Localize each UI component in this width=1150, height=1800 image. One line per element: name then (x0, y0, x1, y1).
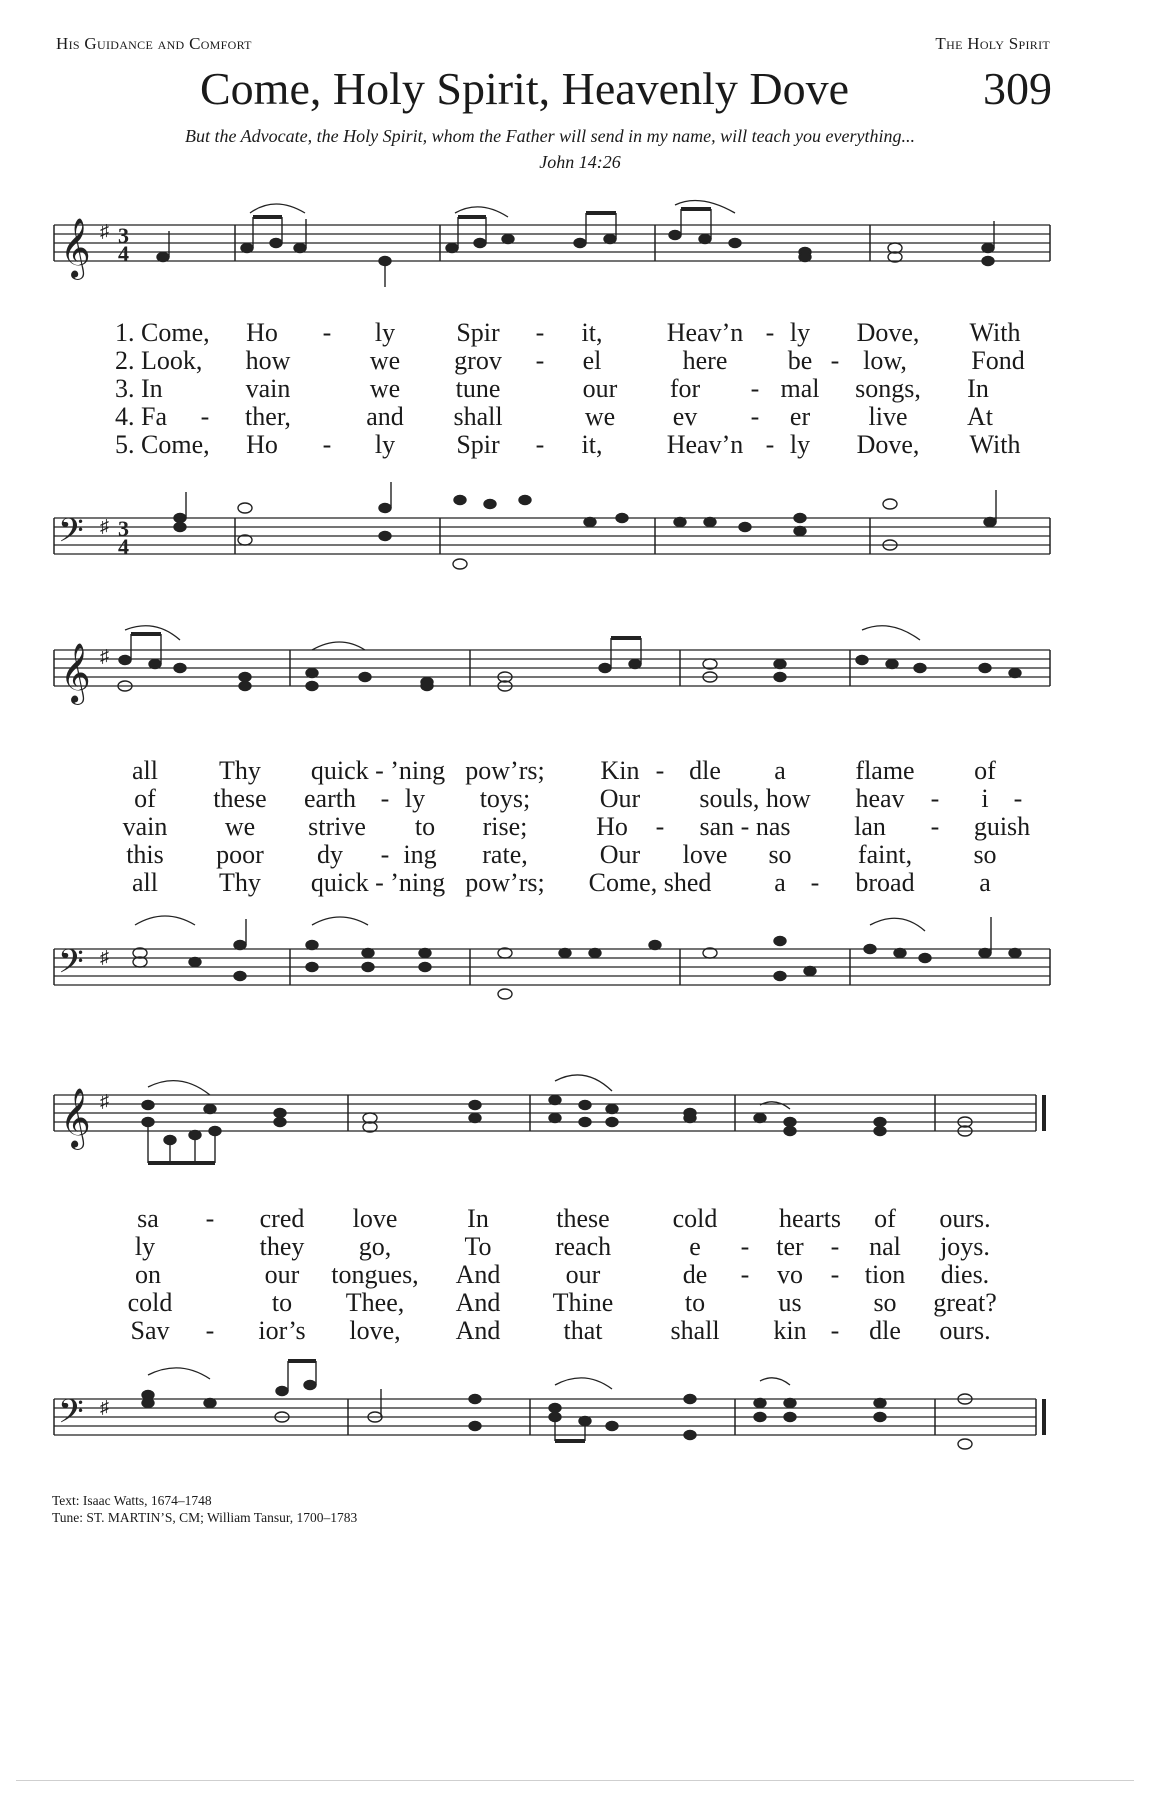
lyric-syllable: to (684, 1288, 706, 1317)
lyric-syllable: i (981, 784, 989, 813)
lyric-syllable: tune (455, 374, 501, 403)
svg-text:4: 4 (118, 534, 129, 559)
lyric-syllable: nal (869, 1232, 901, 1261)
lyric-syllable: vo (777, 1260, 803, 1289)
lyric-syllable: lan (854, 812, 886, 841)
lyric-syllable: we (584, 402, 616, 431)
scripture-reference: John 14:26 (539, 152, 621, 172)
lyric-syllable: el (582, 346, 602, 375)
lyric-line-verse-2 (0, 784, 1150, 812)
lyric-line-verse-5 (0, 868, 1150, 896)
lyric-syllable: grov (454, 346, 502, 375)
lyric-syllable: on (135, 1260, 161, 1289)
lyric-syllable: dle (689, 756, 721, 785)
lyric-syllable: ther, (245, 402, 291, 431)
lyric-syllable: flame (855, 756, 915, 785)
section-header-left: His Guidance and Comfort (56, 34, 252, 53)
bass-clef-icon: 𝄢 (58, 512, 84, 558)
lyric-syllable: ly (789, 430, 811, 459)
lyric-syllable: us (778, 1288, 802, 1317)
lyric-syllable: pow’rs; (465, 756, 545, 785)
lyric-line-verse-5 (0, 430, 1150, 458)
lyric-syllable: guish (973, 812, 1031, 841)
lyric-syllable: go, (358, 1232, 392, 1261)
lyric-syllable: - (765, 318, 775, 347)
lyric-syllable: At (967, 402, 993, 431)
lyric-syllable: Fond (971, 346, 1025, 375)
lyric-syllable: dies. (940, 1260, 990, 1289)
lyric-syllable: tion (864, 1260, 906, 1289)
lyric-syllable: - (740, 1260, 750, 1289)
lyric-syllable: ev (672, 402, 698, 431)
lyric-line-verse-1 (0, 756, 1150, 784)
lyric-syllable: souls, how (699, 784, 811, 813)
lyric-syllable: Heav’n (666, 430, 744, 459)
lyric-syllable: Come, shed (588, 868, 712, 897)
lyric-syllable: tongues, (331, 1260, 419, 1289)
lyric-line-verse-3 (0, 374, 1150, 402)
lyric-syllable: - (205, 1316, 215, 1345)
lyric-syllable: - (830, 1232, 840, 1261)
treble-staff-system-1 (0, 195, 1150, 305)
lyric-syllable: faint, (857, 840, 913, 869)
lyric-syllable: In (967, 374, 989, 403)
lyric-syllable: And (455, 1260, 501, 1289)
lyric-syllable: sa (137, 1204, 159, 1233)
lyric-syllable: - (930, 812, 940, 841)
hymn-number: 309 (983, 63, 1052, 114)
lyric-syllable: - (830, 346, 840, 375)
lyric-syllable: - (750, 374, 760, 403)
lyric-syllable: Spir (456, 430, 500, 459)
svg-text:𝄞: 𝄞 (60, 1088, 91, 1148)
lyric-syllable: to (271, 1288, 293, 1317)
lyric-syllable: love (352, 1204, 398, 1233)
lyric-syllable: - (322, 318, 332, 347)
tune-credit: Tune: ST. MARTIN’S, CM; William Tansur, 1700–1783 (52, 1510, 358, 1525)
lyric-syllable: here (682, 346, 728, 375)
lyric-syllable: our (565, 1260, 601, 1289)
svg-text:♯: ♯ (100, 1397, 109, 1417)
svg-text:♯: ♯ (100, 1091, 109, 1111)
lyric-syllable: and (366, 402, 404, 431)
lyric-line-verse-4 (0, 402, 1150, 430)
bass-staff-system-1 (0, 460, 1150, 580)
lyric-syllable: to (414, 812, 436, 841)
svg-text:𝄢: 𝄢 (58, 1393, 84, 1439)
lyric-syllable: Thine (552, 1288, 614, 1317)
svg-text:3: 3 (118, 516, 129, 541)
lyric-syllable: Our (599, 784, 641, 813)
lyric-line-verse-3 (0, 812, 1150, 840)
lyric-syllable: these (213, 784, 267, 813)
lyric-syllable: a (979, 868, 991, 897)
lyric-syllable: - (740, 1232, 750, 1261)
lyric-syllable: we (369, 346, 401, 375)
lyric-syllable: toys; (479, 784, 531, 813)
lyric-syllable: Dove, (856, 318, 920, 347)
time-signature: 3 (118, 223, 129, 248)
lyric-line-verse-3 (0, 1260, 1150, 1288)
lyric-syllable: dle (869, 1316, 901, 1345)
lyric-syllable: Thee, (345, 1288, 405, 1317)
lyric-syllable: joys. (940, 1232, 990, 1261)
hymn-credits (52, 1492, 357, 1526)
lyric-syllable: love, (349, 1316, 401, 1345)
lyric-syllable: it, (581, 318, 603, 347)
lyric-syllable: that (563, 1316, 603, 1345)
lyric-syllable: rise; (482, 812, 528, 841)
lyric-syllable: Ho (596, 812, 628, 841)
lyric-syllable: reach (554, 1232, 612, 1261)
lyric-syllable: heav (855, 784, 905, 813)
lyric-line-verse-2 (0, 1232, 1150, 1260)
lyric-syllable: Ho (246, 318, 278, 347)
page-bottom-rule (16, 1780, 1134, 1781)
lyric-syllable: low, (863, 346, 907, 375)
lyric-syllable: earth (304, 784, 356, 813)
lyric-syllable: for (669, 374, 701, 403)
text-credit: Text: Isaac Watts, 1674–1748 (52, 1493, 212, 1508)
lyric-syllable: ours. (939, 1316, 991, 1345)
lyric-syllable: - (200, 402, 210, 431)
lyric-syllable: - (750, 402, 760, 431)
lyric-syllable: - (380, 840, 390, 869)
lyric-syllable: With (969, 318, 1021, 347)
lyric-syllable: hearts (778, 1204, 842, 1233)
lyric-line-verse-4 (0, 840, 1150, 868)
lyric-syllable: - (655, 756, 665, 785)
lyric-syllable: 2. Look, (115, 346, 203, 375)
lyric-syllable: - (535, 318, 545, 347)
lyric-syllable: mal (780, 374, 820, 403)
lyric-syllable: shall (453, 402, 503, 431)
lyric-line-verse-2 (0, 346, 1150, 374)
lyric-syllable: ing (403, 840, 437, 869)
lyric-syllable: our (582, 374, 618, 403)
lyric-syllable: poor (216, 840, 264, 869)
lyric-syllable: cold (672, 1204, 718, 1233)
lyric-syllable: san - nas (699, 812, 791, 841)
lyric-line-verse-1 (0, 318, 1150, 346)
lyric-syllable: Our (599, 840, 641, 869)
lyric-syllable: of (134, 784, 156, 813)
lyric-syllable: we (369, 374, 401, 403)
lyric-syllable: so (768, 840, 792, 869)
lyric-syllable: rate, (482, 840, 528, 869)
lyric-syllable: Spir (456, 318, 500, 347)
lyric-syllable: it, (581, 430, 603, 459)
lyric-line-verse-5 (0, 1316, 1150, 1344)
hymn-title: Come, Holy Spirit, Heavenly Dove (200, 63, 850, 114)
lyric-syllable: 3. In (115, 374, 163, 403)
lyric-syllable: ior’s (258, 1316, 306, 1345)
lyric-syllable: - (1013, 784, 1023, 813)
slurs (250, 201, 735, 218)
svg-text:𝄢: 𝄢 (58, 943, 84, 989)
lyric-syllable: And (455, 1316, 501, 1345)
lyric-syllable: all (132, 868, 158, 897)
bass-staff-system-2 (0, 895, 1150, 1015)
lyric-syllable: - (810, 868, 820, 897)
lyric-syllable: so (873, 1288, 897, 1317)
lyric-syllable: Heav’n (666, 318, 744, 347)
lyric-line-verse-4 (0, 1288, 1150, 1316)
lyric-syllable: a (774, 868, 786, 897)
lyric-syllable: this (126, 840, 164, 869)
lyric-syllable: Thy (219, 868, 261, 897)
lyric-syllable: live (868, 402, 908, 431)
lyric-syllable: ter (776, 1232, 804, 1261)
lyric-syllable: To (464, 1232, 492, 1261)
lyric-syllable: love (682, 840, 728, 869)
lyric-syllable: - (830, 1260, 840, 1289)
lyric-syllable: 4. Fa (115, 402, 167, 431)
lyric-syllable: With (969, 430, 1021, 459)
treble-clef-icon: 𝄞 (60, 218, 91, 278)
lyric-syllable: pow’rs; (465, 868, 545, 897)
lyric-syllable: our (264, 1260, 300, 1289)
lyric-syllable: And (455, 1288, 501, 1317)
lyric-syllable: 1. Come, (115, 318, 210, 347)
lyric-syllable: - (205, 1204, 215, 1233)
lyric-syllable: kin (773, 1316, 807, 1345)
lyric-syllable: vain (245, 374, 291, 403)
lyric-syllable: quick - ’ning (310, 868, 446, 897)
lyric-syllable: how (245, 346, 291, 375)
lyric-syllable: - (765, 430, 775, 459)
lyric-syllable: we (224, 812, 256, 841)
lyric-syllable: - (380, 784, 390, 813)
lyric-syllable: be (787, 346, 813, 375)
lyric-syllable: of (874, 1204, 896, 1233)
treble-staff-system-2 (0, 620, 1150, 730)
lyric-syllable: - (535, 430, 545, 459)
lyric-syllable: Dove, (856, 430, 920, 459)
lyric-syllable: ly (374, 318, 396, 347)
treble-staff-system-3 (0, 1065, 1150, 1185)
lyric-syllable: ly (404, 784, 426, 813)
lyric-syllable: cold (127, 1288, 173, 1317)
lyric-syllable: - (930, 784, 940, 813)
lyric-syllable: quick - ’ning (310, 756, 446, 785)
lyric-syllable: er (789, 402, 811, 431)
lyric-syllable: In (467, 1204, 489, 1233)
svg-text:♯: ♯ (100, 646, 109, 666)
lyric-syllable: 5. Come, (115, 430, 210, 459)
lyric-syllable: Thy (219, 756, 261, 785)
lyric-syllable: broad (855, 868, 915, 897)
lyric-syllable: these (556, 1204, 610, 1233)
section-header-right: The Holy Spirit (935, 34, 1050, 53)
lyric-syllable: so (973, 840, 997, 869)
lyric-syllable: Kin (600, 756, 640, 785)
lyric-syllable: ours. (939, 1204, 991, 1233)
scripture-epigraph: But the Advocate, the Holy Spirit, whom the Father will send in my name, will teach you everything... (184, 126, 916, 146)
lyric-syllable: vain (122, 812, 168, 841)
lyric-syllable: - (830, 1316, 840, 1345)
lyric-syllable: - (655, 812, 665, 841)
bass-staff-system-3 (0, 1345, 1150, 1475)
lyric-syllable: ly (374, 430, 396, 459)
treble-staff-lines (54, 225, 1050, 261)
lyric-syllable: ly (789, 318, 811, 347)
lyric-syllable: great? (933, 1288, 997, 1317)
lyric-line-verse-1 (0, 1204, 1150, 1232)
key-signature-sharp: ♯ (100, 221, 109, 241)
lyric-syllable: - (322, 430, 332, 459)
lyric-syllable: cred (259, 1204, 305, 1233)
notes (157, 209, 994, 287)
lyric-syllable: dy (317, 840, 343, 869)
lyric-syllable: they (259, 1232, 305, 1261)
lyric-syllable: e (689, 1232, 701, 1261)
lyric-syllable: songs, (855, 374, 921, 403)
lyric-syllable: - (535, 346, 545, 375)
lyric-syllable: all (132, 756, 158, 785)
lyric-syllable: Ho (246, 430, 278, 459)
lyric-syllable: strive (308, 812, 366, 841)
lyric-syllable: a (774, 756, 786, 785)
lyric-syllable: ly (134, 1232, 156, 1261)
lyric-syllable: de (682, 1260, 708, 1289)
svg-text:𝄞: 𝄞 (60, 643, 91, 703)
svg-text:♯: ♯ (100, 947, 109, 967)
lyric-syllable: of (974, 756, 996, 785)
svg-text:4: 4 (118, 241, 129, 266)
svg-text:♯: ♯ (100, 516, 109, 536)
lyric-syllable: Sav (130, 1316, 170, 1345)
lyric-syllable: shall (670, 1316, 720, 1345)
